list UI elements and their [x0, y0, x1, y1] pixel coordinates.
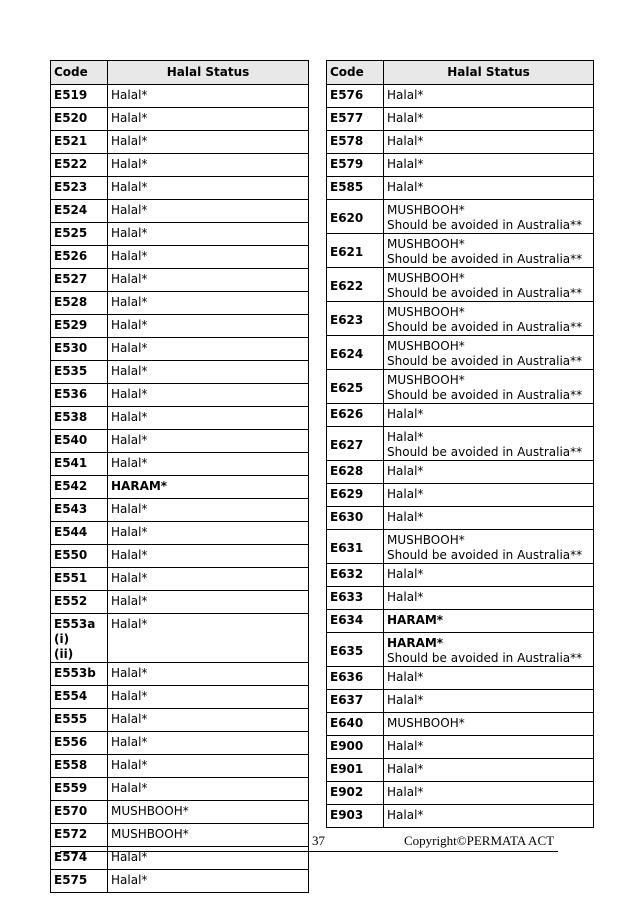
table-row [327, 427, 594, 461]
status-text: Halal* [387, 464, 424, 478]
status-column-header: Halal Status [108, 61, 309, 85]
e-code-cell: E530 [51, 338, 108, 361]
e-code-cell: E629 [327, 484, 384, 507]
halal-status-cell [384, 759, 594, 782]
e-code-cell: E527 [51, 269, 108, 292]
status-text: MUSHBOOH* [111, 804, 189, 818]
halal-status-cell [384, 268, 594, 302]
table-row [51, 430, 309, 453]
status-column-header: Halal Status [384, 61, 594, 85]
table-row [51, 154, 309, 177]
status-text: Halal* [111, 456, 148, 470]
e-code-cell: E622 [327, 268, 384, 302]
halal-status-cell [384, 507, 594, 530]
table-row [51, 568, 309, 591]
halal-status-cell [108, 85, 309, 108]
table-row [51, 591, 309, 614]
table-row [327, 507, 594, 530]
halal-status-cell [384, 667, 594, 690]
e-code-cell: E553b [51, 663, 108, 686]
e-code-cell: E620 [327, 200, 384, 234]
halal-status-cell [108, 453, 309, 476]
halal-status-cell [108, 430, 309, 453]
e-code-cell: E575 [51, 870, 108, 893]
status-text: Halal* [111, 689, 148, 703]
table-row [327, 461, 594, 484]
e-code-cell: E521 [51, 131, 108, 154]
e-code-cell: E631 [327, 530, 384, 564]
status-text: Halal* [387, 407, 424, 421]
table-row [327, 268, 594, 302]
halal-status-cell [384, 587, 594, 610]
table-row [51, 131, 309, 154]
halal-status-cell [384, 404, 594, 427]
halal-status-cell [108, 246, 309, 269]
table-row [51, 778, 309, 801]
status-text: Halal* [111, 134, 148, 148]
table-row [51, 315, 309, 338]
table-row [51, 824, 309, 847]
table-row [327, 404, 594, 427]
status-text: Halal* [111, 341, 148, 355]
table-row [51, 522, 309, 545]
e-code-cell: E550 [51, 545, 108, 568]
status-text: Halal* [387, 693, 424, 707]
e-code-cell: E556 [51, 732, 108, 755]
avoid-note: Should be avoided in Australia** [387, 445, 583, 459]
e-code-cell: E540 [51, 430, 108, 453]
e-code-cell: E633 [327, 587, 384, 610]
status-text: Halal* [387, 157, 424, 171]
halal-status-cell [384, 782, 594, 805]
status-text: Halal* [111, 873, 148, 887]
table-row [327, 154, 594, 177]
halal-status-cell [108, 200, 309, 223]
e-code-cell: E536 [51, 384, 108, 407]
status-text: Halal* [111, 758, 148, 772]
status-text: Halal* [387, 590, 424, 604]
status-text: Halal* [387, 430, 424, 444]
e-code-cell: E535 [51, 361, 108, 384]
table-row [327, 85, 594, 108]
table-row [51, 732, 309, 755]
avoid-note: Should be avoided in Australia** [387, 320, 583, 334]
status-text: Halal* [111, 735, 148, 749]
status-text: HARAM* [387, 636, 444, 650]
status-text: Halal* [111, 525, 148, 539]
avoid-note: Should be avoided in Australia** [387, 354, 583, 368]
table-row [327, 564, 594, 587]
e-code-cell: E543 [51, 499, 108, 522]
status-text: MUSHBOOH* [387, 339, 465, 353]
e-code-cell: E901 [327, 759, 384, 782]
status-text: Halal* [111, 502, 148, 516]
status-text: Halal* [111, 111, 148, 125]
status-text: Halal* [111, 712, 148, 726]
e-code-cell: E523 [51, 177, 108, 200]
halal-status-cell [108, 131, 309, 154]
halal-status-cell [108, 663, 309, 686]
e-code-cell: E558 [51, 755, 108, 778]
status-text: Halal* [111, 433, 148, 447]
e-code-cell: E552 [51, 591, 108, 614]
e-code-cell: E623 [327, 302, 384, 336]
table-row [327, 336, 594, 370]
status-text: Halal* [387, 487, 424, 501]
e-code-cell: E630 [327, 507, 384, 530]
halal-status-cell [108, 686, 309, 709]
table-row [327, 200, 594, 234]
e-code-cell: E627 [327, 427, 384, 461]
status-text: Halal* [111, 364, 148, 378]
code-column-header: Code [327, 61, 384, 85]
e-code-cell: E636 [327, 667, 384, 690]
e-code-cell: E519 [51, 85, 108, 108]
status-text: Halal* [111, 249, 148, 263]
status-text: Halal* [111, 666, 148, 680]
table-row [327, 667, 594, 690]
halal-status-cell [384, 177, 594, 200]
table-row [327, 131, 594, 154]
status-text: Halal* [387, 739, 424, 753]
table-row [51, 246, 309, 269]
status-text: Halal* [387, 134, 424, 148]
e-code-cell: E524 [51, 200, 108, 223]
halal-status-cell [108, 223, 309, 246]
status-text: Halal* [111, 548, 148, 562]
e-code-cell: E900 [327, 736, 384, 759]
e-code-cell: E576 [327, 85, 384, 108]
status-text: MUSHBOOH* [387, 305, 465, 319]
halal-status-cell [108, 269, 309, 292]
e-code-cell: E626 [327, 404, 384, 427]
code-column-header: Code [51, 61, 108, 85]
status-text: Halal* [111, 157, 148, 171]
halal-status-cell [384, 336, 594, 370]
left-code-table [50, 60, 309, 893]
halal-status-cell [384, 234, 594, 268]
status-text: HARAM* [387, 613, 444, 627]
halal-status-cell [384, 461, 594, 484]
table-row [51, 847, 309, 870]
e-code-cell: E544 [51, 522, 108, 545]
e-code-cell: E554 [51, 686, 108, 709]
e-code-cell: E525 [51, 223, 108, 246]
e-code-cell: E559 [51, 778, 108, 801]
e-code-cell: E528 [51, 292, 108, 315]
halal-status-cell [108, 755, 309, 778]
halal-status-cell [384, 85, 594, 108]
halal-status-cell [108, 545, 309, 568]
e-code-cell: E526 [51, 246, 108, 269]
footer-divider [60, 851, 558, 852]
status-text: HARAM* [111, 479, 168, 493]
halal-status-cell [108, 499, 309, 522]
e-code-cell: E624 [327, 336, 384, 370]
e-code-cell: E634 [327, 610, 384, 633]
table-row [51, 709, 309, 732]
table-row [51, 108, 309, 131]
table-row [51, 686, 309, 709]
status-text: Halal* [111, 781, 148, 795]
halal-status-cell [108, 154, 309, 177]
e-code-cell: E542 [51, 476, 108, 499]
table-row [51, 177, 309, 200]
e-code-cell: E574 [51, 847, 108, 870]
status-text: Halal* [111, 617, 148, 631]
status-text: Halal* [111, 272, 148, 286]
halal-status-cell [108, 522, 309, 545]
table-row [327, 370, 594, 404]
table-row [327, 484, 594, 507]
halal-status-cell [108, 177, 309, 200]
table-row [51, 292, 309, 315]
avoid-note: Should be avoided in Australia** [387, 252, 583, 266]
status-text: MUSHBOOH* [111, 827, 189, 841]
status-text: Halal* [111, 203, 148, 217]
status-text: MUSHBOOH* [387, 373, 465, 387]
e-code-cell: E551 [51, 568, 108, 591]
halal-status-cell [108, 292, 309, 315]
table-row [327, 302, 594, 336]
status-text: MUSHBOOH* [387, 237, 465, 251]
halal-status-cell [384, 131, 594, 154]
halal-status-cell [108, 732, 309, 755]
e-code-cell: E578 [327, 131, 384, 154]
status-text: Halal* [387, 88, 424, 102]
right-code-table [326, 60, 594, 828]
status-text: Halal* [387, 808, 424, 822]
halal-status-cell [108, 778, 309, 801]
e-code-cell: E522 [51, 154, 108, 177]
halal-status-cell [384, 530, 594, 564]
status-text: Halal* [111, 295, 148, 309]
halal-status-cell [384, 154, 594, 177]
table-row [51, 338, 309, 361]
status-text: Halal* [387, 510, 424, 524]
avoid-note: Should be avoided in Australia** [387, 548, 583, 562]
halal-status-cell [108, 824, 309, 847]
table-row [51, 614, 309, 663]
e-code-cell: E541 [51, 453, 108, 476]
table-row [51, 476, 309, 499]
table-row [51, 453, 309, 476]
table-row [51, 407, 309, 430]
e-code-cell: E637 [327, 690, 384, 713]
table-row [327, 530, 594, 564]
halal-status-cell [108, 591, 309, 614]
halal-status-cell [384, 484, 594, 507]
halal-status-cell [384, 427, 594, 461]
status-text: Halal* [387, 762, 424, 776]
status-text: MUSHBOOH* [387, 533, 465, 547]
halal-status-cell [384, 690, 594, 713]
table-header-row [51, 61, 309, 85]
e-code-cell: E628 [327, 461, 384, 484]
halal-status-cell [108, 338, 309, 361]
halal-status-cell [384, 633, 594, 667]
table-row [327, 759, 594, 782]
halal-status-cell [384, 736, 594, 759]
halal-status-cell [108, 870, 309, 893]
table-row [51, 499, 309, 522]
table-row [327, 805, 594, 828]
copyright-notice: Copyright©PERMATA ACT [404, 833, 555, 848]
halal-status-cell [384, 805, 594, 828]
table-row [51, 269, 309, 292]
status-text: Halal* [387, 180, 424, 194]
status-text: Halal* [111, 594, 148, 608]
e-code-cell: E553a (i) (ii) [51, 614, 108, 663]
halal-status-cell [384, 610, 594, 633]
e-code-cell: E538 [51, 407, 108, 430]
table-row [51, 85, 309, 108]
table-row [327, 108, 594, 131]
status-text: MUSHBOOH* [387, 716, 465, 730]
table-row [327, 177, 594, 200]
status-text: Halal* [111, 387, 148, 401]
halal-status-cell [108, 801, 309, 824]
status-text: Halal* [111, 226, 148, 240]
table-row [327, 736, 594, 759]
status-text: MUSHBOOH* [387, 203, 465, 217]
table-row [327, 633, 594, 667]
halal-status-cell [384, 564, 594, 587]
table-row [51, 200, 309, 223]
table-row [327, 610, 594, 633]
halal-status-cell [384, 370, 594, 404]
avoid-note: Should be avoided in Australia** [387, 388, 583, 402]
halal-status-cell [108, 384, 309, 407]
halal-status-cell [384, 713, 594, 736]
e-code-cell: E640 [327, 713, 384, 736]
avoid-note: Should be avoided in Australia** [387, 286, 583, 300]
avoid-note: Should be avoided in Australia** [387, 651, 583, 665]
table-row [51, 663, 309, 686]
e-code-cell: E577 [327, 108, 384, 131]
e-code-cell: E632 [327, 564, 384, 587]
status-text: Halal* [387, 670, 424, 684]
status-text: Halal* [387, 567, 424, 581]
halal-status-cell [108, 361, 309, 384]
status-text: MUSHBOOH* [387, 271, 465, 285]
status-text: Halal* [387, 111, 424, 125]
table-row [327, 782, 594, 805]
table-row [327, 587, 594, 610]
e-code-cell: E529 [51, 315, 108, 338]
e-code-cell: E625 [327, 370, 384, 404]
table-row [51, 801, 309, 824]
halal-status-cell [108, 709, 309, 732]
e-code-cell: E903 [327, 805, 384, 828]
status-text: Halal* [387, 785, 424, 799]
table-row [327, 234, 594, 268]
halal-status-cell [384, 302, 594, 336]
e-code-cell: E572 [51, 824, 108, 847]
halal-status-cell [108, 108, 309, 131]
status-text: Halal* [111, 850, 148, 864]
halal-status-cell [108, 315, 309, 338]
e-code-cell: E570 [51, 801, 108, 824]
status-text: Halal* [111, 410, 148, 424]
halal-status-cell [108, 407, 309, 430]
status-text: Halal* [111, 88, 148, 102]
halal-status-cell [108, 568, 309, 591]
status-text: Halal* [111, 571, 148, 585]
e-code-cell: E555 [51, 709, 108, 732]
table-row [51, 384, 309, 407]
table-row [51, 223, 309, 246]
halal-status-cell [384, 108, 594, 131]
status-text: Halal* [111, 318, 148, 332]
e-code-cell: E585 [327, 177, 384, 200]
table-row [51, 361, 309, 384]
avoid-note: Should be avoided in Australia** [387, 218, 583, 232]
halal-status-cell [384, 200, 594, 234]
e-code-cell: E621 [327, 234, 384, 268]
e-code-cell: E520 [51, 108, 108, 131]
e-code-cell: E635 [327, 633, 384, 667]
table-row [327, 690, 594, 713]
table-row [51, 870, 309, 893]
halal-status-cell [108, 847, 309, 870]
status-text: Halal* [111, 180, 148, 194]
table-row [51, 755, 309, 778]
table-header-row [327, 61, 594, 85]
table-row [51, 545, 309, 568]
e-code-cell: E579 [327, 154, 384, 177]
e-code-cell: E902 [327, 782, 384, 805]
halal-status-cell [108, 476, 309, 499]
page-number: 37 [312, 833, 325, 848]
halal-status-cell [108, 614, 309, 663]
table-row [327, 713, 594, 736]
